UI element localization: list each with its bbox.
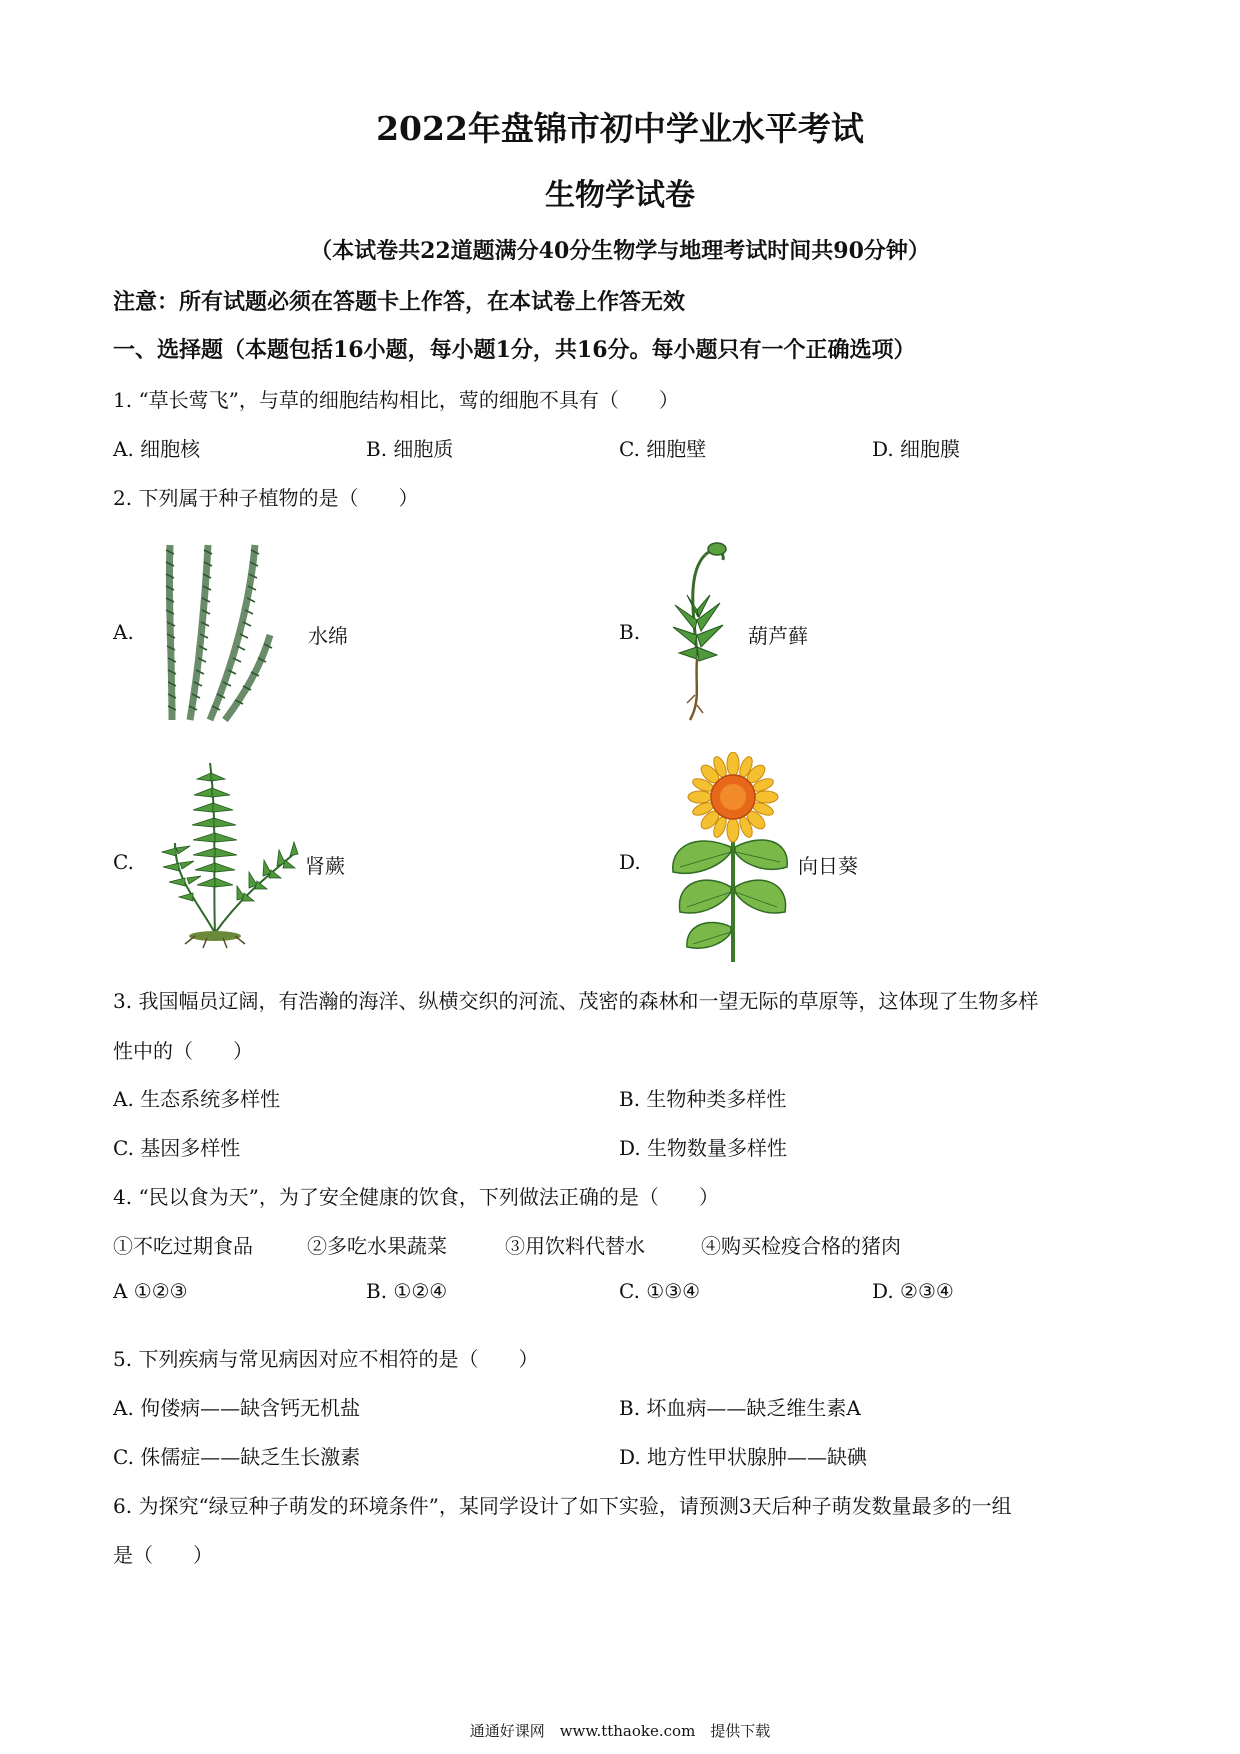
q1-option-a: A. 细胞核 <box>113 437 201 461</box>
q2-option-c-letter: C. <box>113 850 134 874</box>
exam-title: 2022年盘锦市初中学业水平考试 <box>376 109 864 148</box>
spirogyra-icon <box>160 540 280 725</box>
footer-credit: 通通好课网 www.tthaoke.com 提供下载 <box>469 1722 771 1740</box>
exam-subtitle: 生物学试卷 <box>545 178 695 213</box>
question-3-stem-line1: 3. 我国幅员辽阔，有浩瀚的海洋、纵横交织的河流、茂密的森林和一望无际的草原等，这体现了生物多样 <box>113 989 1039 1013</box>
exam-notice: 注意：所有试题必须在答题卡上作答，在本试卷上作答无效 <box>113 289 686 315</box>
q2-option-a-label: 水绵 <box>308 624 348 648</box>
q2-option-a-letter: A. <box>113 620 134 644</box>
q2-option-d-letter: D. <box>619 850 641 874</box>
q1-option-b: B. 细胞质 <box>366 437 454 461</box>
q4-option-a: A ①②③ <box>113 1279 188 1303</box>
q4-item-1: ①不吃过期食品 <box>113 1234 253 1258</box>
q3-option-a: A. 生态系统多样性 <box>113 1087 281 1111</box>
q3-option-b: B. 生物种类多样性 <box>619 1087 787 1111</box>
q4-option-d: D. ②③④ <box>872 1279 954 1303</box>
question-1-stem: 1. “草长莺飞”，与草的细胞结构相比，莺的细胞不具有（ ） <box>113 388 679 412</box>
question-4-stem: 4. “民以食为天”，为了安全健康的饮食，下列做法正确的是（ ） <box>113 1185 719 1209</box>
moss-icon <box>665 535 735 725</box>
q4-item-3: ③用饮料代替水 <box>505 1234 645 1258</box>
q5-option-d: D. 地方性甲状腺肿——缺碘 <box>619 1445 868 1469</box>
q1-option-c: C. 细胞壁 <box>619 437 707 461</box>
question-3-stem-line2: 性中的（ ） <box>113 1039 253 1063</box>
q5-option-c: C. 侏儒症——缺乏生长激素 <box>113 1445 361 1469</box>
question-5-stem: 5. 下列疾病与常见病因对应不相符的是（ ） <box>113 1347 539 1371</box>
sunflower-icon <box>665 752 795 962</box>
q3-option-d: D. 生物数量多样性 <box>619 1136 788 1160</box>
q4-option-c: C. ①③④ <box>619 1279 701 1303</box>
q4-item-4: ④购买检疫合格的猪肉 <box>701 1234 901 1258</box>
q4-item-2: ②多吃水果蔬菜 <box>307 1234 447 1258</box>
q4-option-b: B. ①②④ <box>366 1279 448 1303</box>
q2-option-d-label: 向日葵 <box>798 854 858 878</box>
q5-option-b: B. 坏血病——缺乏维生素A <box>619 1396 861 1420</box>
q1-option-d: D. 细胞膜 <box>872 437 961 461</box>
exam-info: （本试卷共22道题满分40分生物学与地理考试时间共90分钟） <box>310 238 930 264</box>
q2-option-c-label: 肾蕨 <box>305 854 345 878</box>
question-2-stem: 2. 下列属于种子植物的是（ ） <box>113 486 419 510</box>
question-6-stem-line1: 6. 为探究“绿豆种子萌发的环境条件”，某同学设计了如下实验，请预测3天后种子萌发数量最多的一组 <box>113 1494 1012 1518</box>
q2-option-b-label: 葫芦藓 <box>748 624 808 648</box>
q5-option-a: A. 佝偻病——缺含钙无机盐 <box>113 1396 361 1420</box>
section-heading: 一、选择题（本题包括16小题，每小题1分，共16分。每小题只有一个正确选项） <box>113 337 916 363</box>
q3-option-c: C. 基因多样性 <box>113 1136 241 1160</box>
q2-option-b-letter: B. <box>619 620 641 644</box>
question-6-stem-line2: 是（ ） <box>113 1543 213 1567</box>
fern-icon <box>145 758 305 950</box>
